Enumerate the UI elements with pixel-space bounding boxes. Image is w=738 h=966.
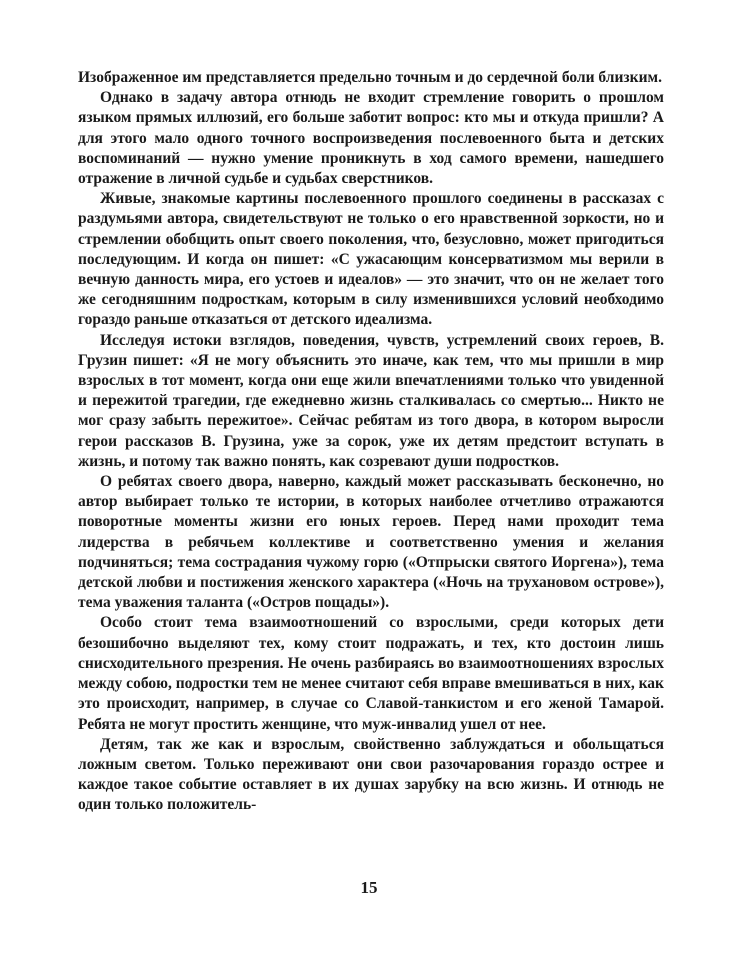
- page-number: 15: [360, 878, 378, 897]
- paragraph-3: Живые, знакомые картины послевоенного прошлого соединены в рассказах с раздумьями автора, свидетельствуют не только о его нравственной зоркости, но и стремлении обобщить опыт своего поколения, что, безусловно, может пригодиться последующим. И когда он пишет: «С ужасающим консерватизмом мы верили в вечную данность мира, его устоев и идеалов» — это значит, что он не желает того же сегодняшним подросткам, которым в силу изменившихся условий необходимо гораздо раньше отказаться от детского идеализма.: [78, 190, 664, 329]
- paragraph-5: О ребятах своего двора, наверно, каждый может рассказывать бесконечно, но автор выбирает только те истории, в которых наиболее отчетливо отражаются поворотные моменты жизни его юных героев. Перед нами проходит тема лидерства в ребячьем коллективе и соответственно умения и желания подчиняться; тема сострадания чужому горю («Отпрыски святого Иоргена»), тема детской любви и постижения женского характера («Ночь на трухановом острове»), тема уважения таланта («Остров пощады»).: [78, 473, 664, 612]
- paragraph-6: Особо стоит тема взаимоотношений со взрослыми, среди которых дети безошибочно выделяют тех, кому стоит подражать, и тех, кто достоин лишь снисходительного презрения. Не очень разбираясь во взаимоотношениях взрослых между собою, подростки тем не менее считают себя вправе вмешиваться в них, как это происходит, например, в случае со Славой-танкистом и его женой Тамарой. Ребята не могут простить женщине, что муж-инвалид ушел от нее.: [78, 614, 664, 733]
- paragraph-1: Изображенное им представляется предельно точным и до сердечной боли близким.: [78, 69, 662, 86]
- paragraph-2: Однако в задачу автора отнюдь не входит стремление говорить о прошлом языком прямых иллюзий, его больше заботит вопрос: кто мы и откуда пришли? А для этого мало одного точного воспроизведения послевоенного быта и детских воспоминаний — нужно умение проникнуть в ход самого времени, нашедшего отражение в личной судьбе и судьбах сверстников.: [78, 89, 664, 188]
- page-body: [78, 68, 664, 816]
- paragraph-4: Исследуя истоки взглядов, поведения, чувств, устремлений своих героев, В. Грузин пишет: «Я не могу объяснить это иначе, как тем, что мы пришли в мир взрослых в тот момент, когда они еще жили впечатлениями только что увиденной и пережитой трагедии, где ежедневно жизнь сталкивалась со смертью... Никто не мог сразу забыть пережитое». Сейчас ребятам из того двора, в котором выросли герои рассказов В. Грузина, уже за сорок, уже их детям предстоит вступать в жизнь, и потому так важно понять, как созревают души подростков.: [78, 331, 664, 470]
- paragraph-7: Детям, так же как и взрослым, свойственно заблуждаться и обольщаться ложным светом. Только переживают они свои разочарования гораздо острее и каждое такое событие оставляет в их душах зарубку на всю жизнь. И отнюдь не один только положитель-: [78, 735, 664, 814]
